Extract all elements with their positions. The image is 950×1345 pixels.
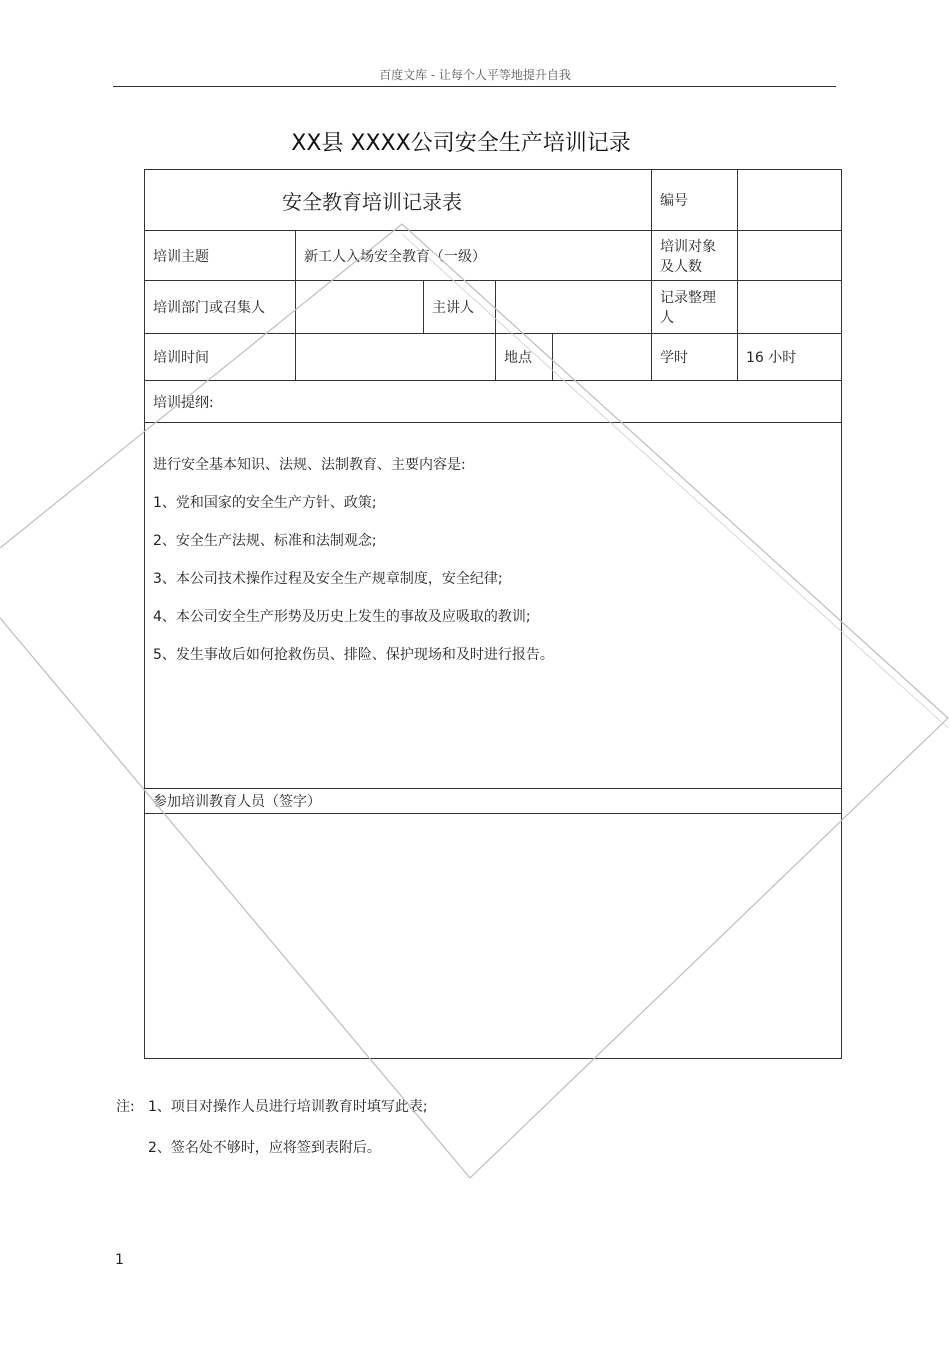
outline-label-row [145, 381, 842, 423]
time-value[interactable] [296, 334, 496, 381]
serial-value[interactable] [738, 170, 842, 231]
note-item-2: 2、签名处不够时，应将签到表附后。 [148, 1140, 381, 1156]
header-divider [113, 86, 836, 87]
department-value[interactable] [296, 281, 424, 334]
outline-content [145, 423, 842, 789]
lecturer-value[interactable] [496, 281, 652, 334]
recorder-label: 记录整理人 [652, 281, 738, 334]
lecturer-label: 主讲人 [424, 281, 496, 334]
note-row-1 [116, 1096, 428, 1116]
note-item-1: 1、项目对操作人员进行培训教育时填写此表; [148, 1099, 428, 1115]
department-label: 培训部门或召集人 [145, 281, 296, 334]
page-number: 1 [115, 1252, 124, 1268]
participants-signature-row [145, 814, 842, 1059]
outline-item-2: 2、安全生产法规、标准和法制观念; [153, 533, 377, 549]
topic-label: 培训主题 [145, 231, 296, 281]
form-title-row [145, 170, 842, 231]
recorder-value[interactable] [738, 281, 842, 334]
signature-area[interactable] [145, 814, 842, 1059]
notes-section [116, 1096, 428, 1157]
serial-label: 编号 [652, 170, 738, 231]
location-value[interactable] [553, 334, 652, 381]
time-row [145, 334, 842, 381]
hours-value[interactable]: 16 小时 [738, 334, 842, 381]
document-title: XX县 XXXX公司安全生产培训记录 [291, 131, 631, 156]
form-title: 安全教育培训记录表 [145, 170, 652, 231]
outline-label: 培训提纲: [145, 381, 842, 423]
participants-label-row [145, 789, 842, 814]
outline-item-3: 3、本公司技术操作过程及安全生产规章制度，安全纪律; [153, 571, 503, 587]
participants-label: 参加培训教育人员（签字） [145, 789, 842, 814]
audience-value[interactable] [738, 231, 842, 281]
topic-value[interactable]: 新工人入场安全教育（一级） [296, 231, 652, 281]
outline-body-row [145, 423, 842, 789]
department-row [145, 281, 842, 334]
notes-prefix: 注: [116, 1099, 135, 1115]
topic-row [145, 231, 842, 281]
time-label: 培训时间 [145, 334, 296, 381]
outline-item-4: 4、本公司安全生产形势及历史上发生的事故及应吸取的教训; [153, 609, 531, 625]
location-label: 地点 [496, 334, 553, 381]
note-row-2 [116, 1137, 428, 1157]
outline-item-5: 5、发生事故后如何抢救伤员、排险、保护现场和及时进行报告。 [153, 647, 554, 663]
hours-label: 学时 [652, 334, 738, 381]
outline-item-1: 1、党和国家的安全生产方针、政策; [153, 495, 377, 511]
page-header: 百度文库 - 让每个人平等地提升自我 [379, 68, 571, 82]
audience-label: 培训对象及人数 [652, 231, 738, 281]
outline-intro: 进行安全基本知识、法规、法制教育、主要内容是: [153, 457, 466, 473]
training-record-table [144, 169, 842, 1059]
